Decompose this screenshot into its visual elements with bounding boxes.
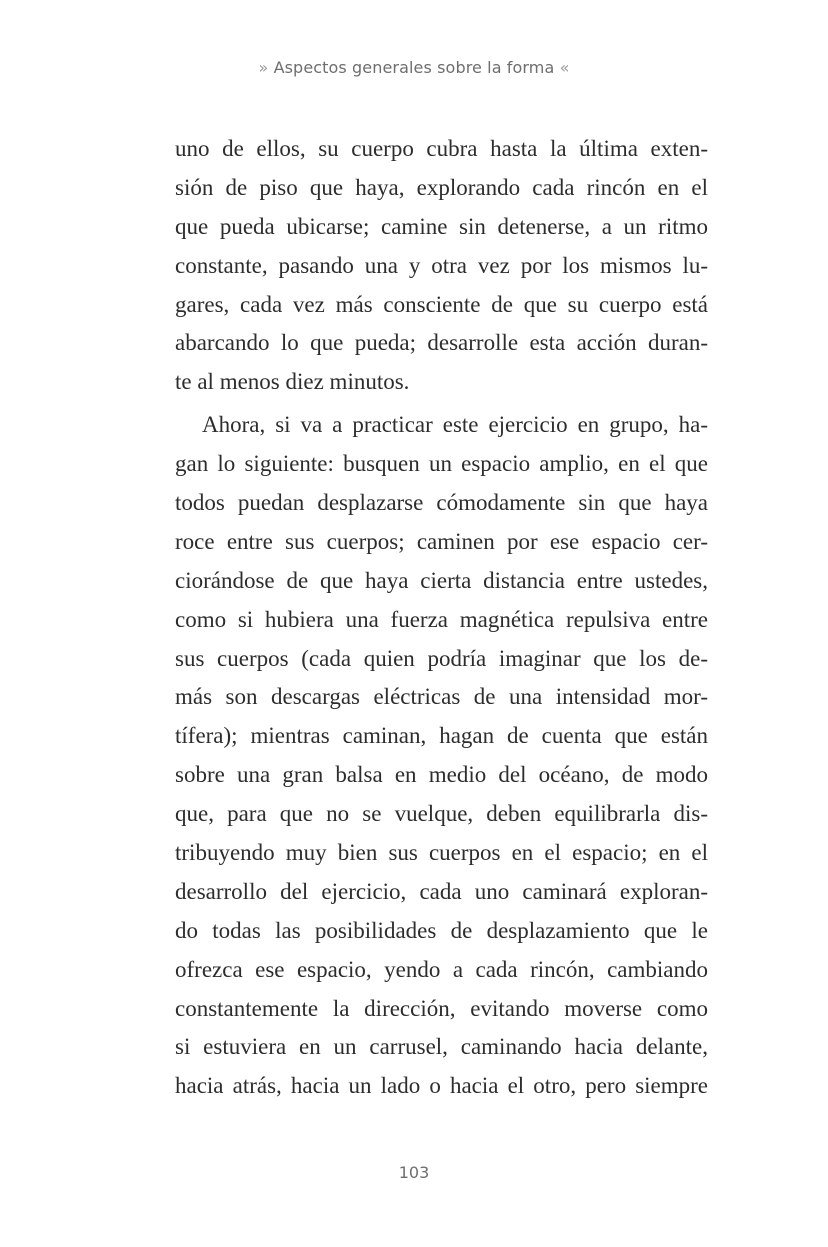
text-line: ciorándose de que haya cierta distancia entre ustedes, — [175, 567, 708, 593]
text-line: uno de ellos, su cuerpo cubra hasta la última exten- — [175, 136, 708, 161]
header-right-guillemet: « — [559, 58, 570, 77]
text-line: abarcando lo que pueda; desarrolle esta acción duran- — [175, 330, 708, 356]
text-line: sobre una gran balsa en medio del océano, de modo — [175, 762, 708, 788]
text-line: que, para que no se vuelque, deben equilibrarla dis- — [175, 801, 708, 827]
text-line: do todas las posibilidades de desplazamiento que le — [175, 917, 708, 943]
text-line: te al menos diez minutos. — [175, 369, 410, 395]
paragraph-2 — [175, 406, 708, 1106]
text-line: como si hubiera una fuerza magnética repulsiva entre — [175, 606, 708, 632]
text-line: sus cuerpos (cada quien podría imaginar que los de- — [175, 645, 708, 671]
text-line: gan lo siguiente: busquen un espacio amplio, en el que — [175, 451, 708, 477]
text-line: si estuviera en un carrusel, caminando hacia delante, — [175, 1034, 708, 1060]
page-number: 103 — [398, 1163, 430, 1182]
text-line: sión de piso que haya, explorando cada rincón en el — [175, 174, 708, 200]
header-left-guillemet: » — [258, 58, 269, 77]
header-title: Aspectos generales sobre la forma — [273, 58, 555, 77]
text-line: todos puedan desplazarse cómodamente sin que haya — [175, 490, 708, 516]
text-line: tribuyendo muy bien sus cuerpos en el espacio; en el — [175, 840, 708, 866]
paragraph-1 — [175, 130, 708, 402]
text-line: desarrollo del ejercicio, cada uno caminará exploran- — [175, 878, 708, 904]
text-line: ofrezca ese espacio, yendo a cada rincón, cambiando — [175, 956, 708, 982]
body-text — [175, 130, 708, 1106]
running-header — [0, 58, 828, 77]
text-line: tífera); mientras caminan, hagan de cuenta que están — [175, 723, 708, 749]
text-line: constantemente la dirección, evitando moverse como — [175, 995, 708, 1021]
text-line: que pueda ubicarse; camine sin detenerse, a un ritmo — [175, 213, 708, 239]
text-line: más son descargas eléctricas de una intensidad mor- — [175, 684, 708, 710]
text-line: Ahora, si va a practicar este ejercicio en grupo, ha- — [202, 412, 708, 438]
text-line: constante, pasando una y otra vez por los mismos lu- — [175, 252, 708, 278]
text-line: gares, cada vez más consciente de que su cuerpo está — [175, 291, 708, 317]
text-line: hacia atrás, hacia un lado o hacia el otro, pero siempre — [175, 1073, 708, 1099]
text-line: roce entre sus cuerpos; caminen por ese espacio cer- — [175, 528, 708, 554]
